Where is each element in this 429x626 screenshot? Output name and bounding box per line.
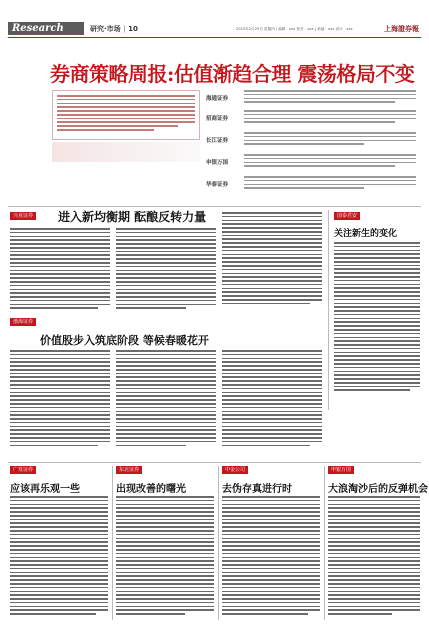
- article-body: [222, 350, 322, 448]
- article-body: [10, 228, 110, 311]
- summary-label: 招商证券: [206, 116, 229, 122]
- column-divider: [324, 466, 325, 620]
- article-body: [116, 228, 216, 311]
- article-tag: 东北证券: [116, 466, 142, 474]
- lead-text: [57, 95, 195, 131]
- summary-label: 长江证券: [206, 138, 229, 144]
- article-tag: 中金公司: [222, 466, 248, 474]
- article-body: [222, 212, 322, 307]
- summary-label: 申银万国: [206, 160, 229, 166]
- paper-name: 上海證券報: [384, 24, 419, 33]
- headline-illustration: [52, 142, 200, 162]
- article-tag: 渤海证券: [10, 318, 36, 326]
- article-body: [334, 242, 420, 393]
- lead-block: [52, 90, 200, 140]
- summary-column: [206, 90, 418, 200]
- divider: [8, 206, 421, 207]
- article-title: 应该再乐观一些: [10, 484, 80, 495]
- summary-label: 华泰证券: [206, 182, 229, 188]
- header-rule: [8, 37, 421, 38]
- column-divider: [218, 466, 219, 620]
- article-body: [10, 496, 108, 617]
- article-tag: 国泰君安: [334, 212, 360, 220]
- main-headline: 券商策略周报:估值渐趋合理 震荡格局不变: [50, 62, 415, 86]
- column-divider: [328, 210, 329, 410]
- masthead-logo: Research: [8, 22, 84, 35]
- article-title: 去伪存真进行时: [222, 484, 292, 495]
- article-title: 进入新均衡期 酝酿反转力量: [58, 210, 207, 224]
- article-title: 关注新生的变化: [334, 229, 398, 239]
- divider: [8, 462, 421, 463]
- column-divider: [112, 466, 113, 620]
- article-title: 出现改善的曙光: [116, 484, 186, 495]
- article-tag: 申银万国: [328, 466, 354, 474]
- section-name: 研究·市场: [90, 25, 121, 33]
- summary-label: 海通证券: [206, 96, 229, 102]
- article-body: [116, 496, 214, 617]
- article-body: [10, 350, 110, 448]
- article-tag: 广发证券: [10, 466, 36, 474]
- page-number: 10: [128, 25, 138, 33]
- article-body: [116, 350, 216, 448]
- article-title: 价值股步入筑底阶段 等候春暖花开: [40, 334, 209, 347]
- article-title: 大浪淘沙后的反弹机会: [328, 484, 428, 495]
- header-info-line: 2010年2月25日 星期四 | 编辑：xxx 校对：xxx | 美编：xxx 设计：xxx: [236, 27, 353, 31]
- article-body: [328, 496, 420, 617]
- article-tag: 兴业证券: [10, 212, 36, 220]
- page-header: Research 研究·市场 | 10 2010年2月25日 星期四 | 编辑：xxx 校对：xxx | 美编：xxx 设计：xxx 上海證券報: [0, 0, 429, 40]
- article-body: [222, 496, 320, 617]
